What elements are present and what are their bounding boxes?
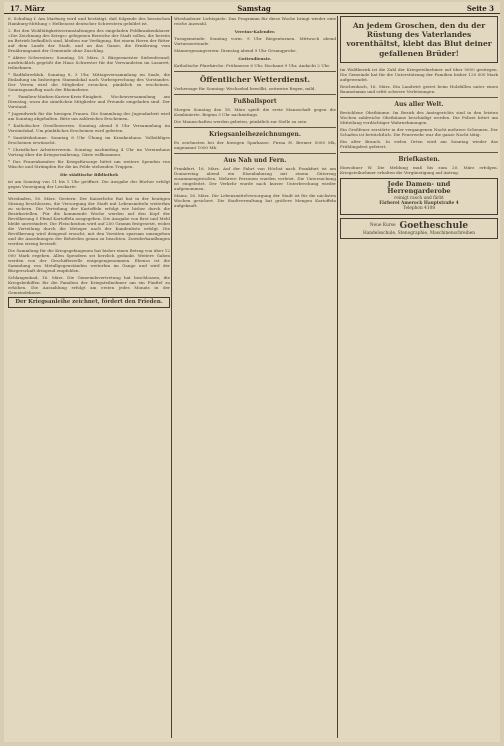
ad-phone: Telephon 4108 <box>402 206 436 212</box>
column-divider <box>337 16 338 738</box>
header-day: Samstag <box>237 4 271 13</box>
ad-business-name: Färberei Amerock Hauptstraße 4 <box>379 201 459 207</box>
paragraph: 2. Bei den Wohltätigkeitsveranstaltungen des eingeladen Feldkrankenhäuser »Die Zeichnung des Kriegs« gelegenen Bereiche der Stadt sollen, die bereits im Betrieb befindlich sind, bleiben zur Verfügung. Bei einem Herrn der Ritter auf dem Lande der Stadt, und an das Ganze, die Ernährung vom Ernährungsamt der Gemeinde ohne Zuschlag. <box>8 28 170 53</box>
ad-text: reinigt rasch und färbt <box>394 196 444 201</box>
slogan-bar: Der Kriegsanleihe zeichnet, fördert den Frieden. <box>8 297 170 308</box>
paragraph: Wiesbaden, 16. März. Gestern: Der Kaiserliche Rat hat in der heutigen Sitzung beschlossen, die Versorgung der Stadt mit Lebensmitteln weiterhin zu sichern. Die Verteilung der Kartoffeln erfolgt wie bisher durch die Bezirksstellen. Für die kommende Woche werden auf den Kopf der Bevölkerung 5 Pfund Kartoffeln ausgegeben. Die Ausgabe von Brot und Mehl bleibt unverändert. Die Fleischration wird auf 250 Gramm festgesetzt, wobei die Verteilung durch die Metzger nach der Kundenliste erfolgt. Die Bevölkerung wird dringend ersucht, mit den Vorräten sparsam umzugehen und die Anordnungen der Behörden genau zu beachten. Zuwiderhandlungen werden streng bestraft. <box>8 196 170 246</box>
paragraph: Vorhersage für Sonntag: Wechselnd bewölkt, zeitweise Regen, mild. <box>174 86 316 91</box>
paragraph: Ein Großfeuer zerstörte in der vergangenen Nacht mehrere Scheunen. Der Schaden ist beträchtlich. Die Feuerwehr war die ganze Nacht tätig. <box>340 126 498 137</box>
paragraph: Mainz, 16. März. Die Lebensmittelversorgung der Stadt ist für die nächsten Wochen gesichert. Die Stadtverwaltung hat größere Mengen Kartoffeln aufgekauft. <box>174 193 336 208</box>
paragraph: * Christlicher Arbeiterverein. Sonntag nachmittag 4 Uhr im Vereinshaus Vortrag über die Kriegsernährung. Gäste willkommen. <box>8 147 170 157</box>
section-heading: Gottesdienste. <box>238 56 272 61</box>
war-loan-appeal-box: An jedem Groschen, den du der Rüstung des Vaterlandes vorenthältst, klebt das Blut deiner gefallenen Brüder! <box>340 16 498 63</box>
paragraph: * Jugendwerk für die hiesigen Frauen. Die Sammlung der Jugendarbeit wird am Sonntag abgehalten. Bitte um zahlreiches Erscheinen. <box>8 111 170 121</box>
paragraph: Im Waldbezirk ist die Zahl der Kriegsteilnehmer auf über 5000 gestiegen. Die Gemeinde hat für die Unterstützung der Familien bisher 120 000 Mark aufgewendet. <box>340 66 498 82</box>
paragraph: * Radfahrerklub, Sonntag 8, 3 Uhr, Mittagsversammlung im Saale, die Einladung im bisherigen Stammlokal nach Vorbesprechung des Vorstandes. Der Verein wird die Mitglieder ersuchen, pünktlich zu erscheinen. Sonntagsausflug nach der Rheinebene. <box>8 72 170 92</box>
column-divider <box>171 16 172 738</box>
paragraph: Bestohlene Obstbäume. Im Bezirk des Amtsgerichts sind in den letzten Wochen zahlreiche Obstbäume beschädigt worden. Die Polizei bittet um Mitteilung verdächtiger Wahrnehmungen. <box>340 109 498 125</box>
section-heading: Die städtische Bibliothek <box>59 172 119 177</box>
dry-cleaning-advertisement <box>340 178 498 215</box>
paragraph: * Aktive Schwestern: Sonntag, 18. März, 3. Bärgermeister Siebenfreund, ausdrücklich gegrüßt die Haus Schwester für die Verwundeten im Lazarett, teilnehmen. <box>8 55 170 70</box>
paragraph: Es zeichneten bei der hiesigen Sparkasse: Firma H. Bremer 5000 Mk, ungenannt 1000 Mk. <box>174 140 336 150</box>
paragraph: Männergesangverein: Dienstag abend 9 Uhr Gesangprobe. <box>174 48 297 53</box>
ad-headline: Herrengarderobe <box>387 187 451 196</box>
newspaper-page <box>4 2 500 742</box>
ad-school-name: Goetheschule <box>399 220 469 231</box>
paragraph: Reichenbach, 16. März. Ein Landwirt geriet beim Holzfällen unter einen Baumstamm und erlitt schwere Verletzungen. <box>340 83 498 94</box>
divider <box>174 71 336 72</box>
paragraph: Ein alter Brauch. In vielen Orten wird am Sonntag wieder das Frühlingsfest gefeiert. <box>340 138 498 149</box>
paragraph: Schlangenbad, 16. März. Die Gemeindevertretung hat beschlossen, die Kriegsbeihilfen für die Familien der Kriegsteilnehmer um ein Fünftel zu erhöhen. Die Auszahlung erfolgt am ersten jedes Monats in der Gemeindekasse. <box>8 275 170 295</box>
column-2 <box>174 16 336 738</box>
paragraph: Turngemeinde: Sonntag vorm. 9 Uhr Riegenturnen. Mittwoch abend Vorturnerstunde. <box>174 36 336 46</box>
paragraph: * Sanitätskolonne. Sonntag 8 Uhr Übung im Krankenhaus. Vollzähliges Erscheinen erwünscht. <box>8 135 170 145</box>
paragraph: 6. Schultag f. Am Marburg wird und bestätigt, daß folgende des hessischen Hamburg-Mittlung « Helbeiorat deutscher Schwestern gebildet ist. <box>8 16 170 26</box>
paragraph: * Katholischer Gesellenverein. Sonntag abend 8 Uhr Versammlung im Vereinslokal. Um pünktliches Erscheinen wird gebeten. <box>8 123 170 133</box>
page-header <box>4 2 500 14</box>
divider <box>340 152 498 153</box>
paragraph: * Das Frauenkomitee für Kriegsfürsorge bittet um weitere Spenden von Wäsche und Strümpfen für die im Felde stehenden Truppen. <box>8 159 170 169</box>
school-advertisement <box>340 218 498 239</box>
paragraph: * Familien-Marken-Karten-Kreis-Einigkeit. Wochenversammlung am Dienstag, wozu die sämtlichen Mitglieder und Freunde eingeladen sind. Der Vorstand. <box>8 94 170 109</box>
paragraph: Frankfurt, 16. März. Auf der Fahrt von Höchst nach Frankfurt ist am Donnerstag abend ein Eisenbahnzug mit einem Güterzug zusammengestoßen. Mehrere Personen wurden verletzt. Die Untersuchung ist eingeleitet. Der Verkehr wurde nach kurzer Unterbrechung wieder aufgenommen. <box>174 166 336 191</box>
column-3 <box>340 16 498 738</box>
regional-news-heading: Aus Nah und Fern. <box>223 157 287 164</box>
paragraph: Wiesbadener Lichtspiele. Das Programm für diese Woche bringt wieder eine reiche Auswahl. <box>174 16 336 26</box>
war-loan-heading: Kriegsanleihezeichnungen. <box>209 131 301 138</box>
mailbox-heading: Briefkasten. <box>398 155 440 163</box>
divider <box>340 97 498 98</box>
divider <box>174 127 336 128</box>
ad-text: Handelsschule, Stenographie, Maschinenschreiben <box>362 230 476 236</box>
paragraph: Die Sammlung für die Kriegsgefangenen hat bisher einen Betrag von über 12 000 Mark ergeben. Allen Spendern sei herzlich gedankt. Weitere Gaben werden von der Geschäftsstelle entgegengenommen. Ebenso ist die Sammlung von Metallgegenständen weiterhin im Gange und wird der Bürgerschaft dringend empfohlen. <box>8 248 170 273</box>
section-heading: Vereins-Kalender. <box>234 29 276 34</box>
divider <box>8 192 170 193</box>
weather-heading: Öffentlicher Wetterdienst. <box>199 75 311 84</box>
header-date: 17. März <box>10 4 45 13</box>
paragraph: Morgen Sonntag den 18. März spielt die erste Mannschaft gegen die Kombinierte. Beginn 3 Uhr nachmittags. <box>174 107 336 117</box>
paragraph: ist am Sonntag von 11 bis 1 Uhr geöffnet. Die Ausgabe der Bücher erfolgt gegen Vorzeigung der Lesekarte. <box>8 179 170 189</box>
sports-heading: Fußballsport <box>233 98 277 105</box>
divider <box>174 94 336 95</box>
paragraph: Die Mannschaften werden gebeten, pünktlich zur Stelle zu sein. <box>174 119 308 124</box>
header-page-number: Seite 3 <box>466 4 494 13</box>
divider <box>174 153 336 154</box>
ad-headline: Jede Damen- und <box>387 179 451 188</box>
paragraph: Katholische Pfarrkirche: Frühmesse 6 Uhr, Hochamt 9 Uhr, Andacht 2 Uhr. <box>174 63 331 68</box>
paragraph: Einwohner W. Die Meldung muß bis zum 20. März erfolgen. Kriegsteilnehmer erhalten die Vergünstigung auf Antrag. <box>340 164 498 175</box>
ad-tag: Neue Kurse <box>369 223 396 229</box>
column-1 <box>8 16 170 738</box>
world-news-heading: Aus aller Welt. <box>394 100 444 108</box>
